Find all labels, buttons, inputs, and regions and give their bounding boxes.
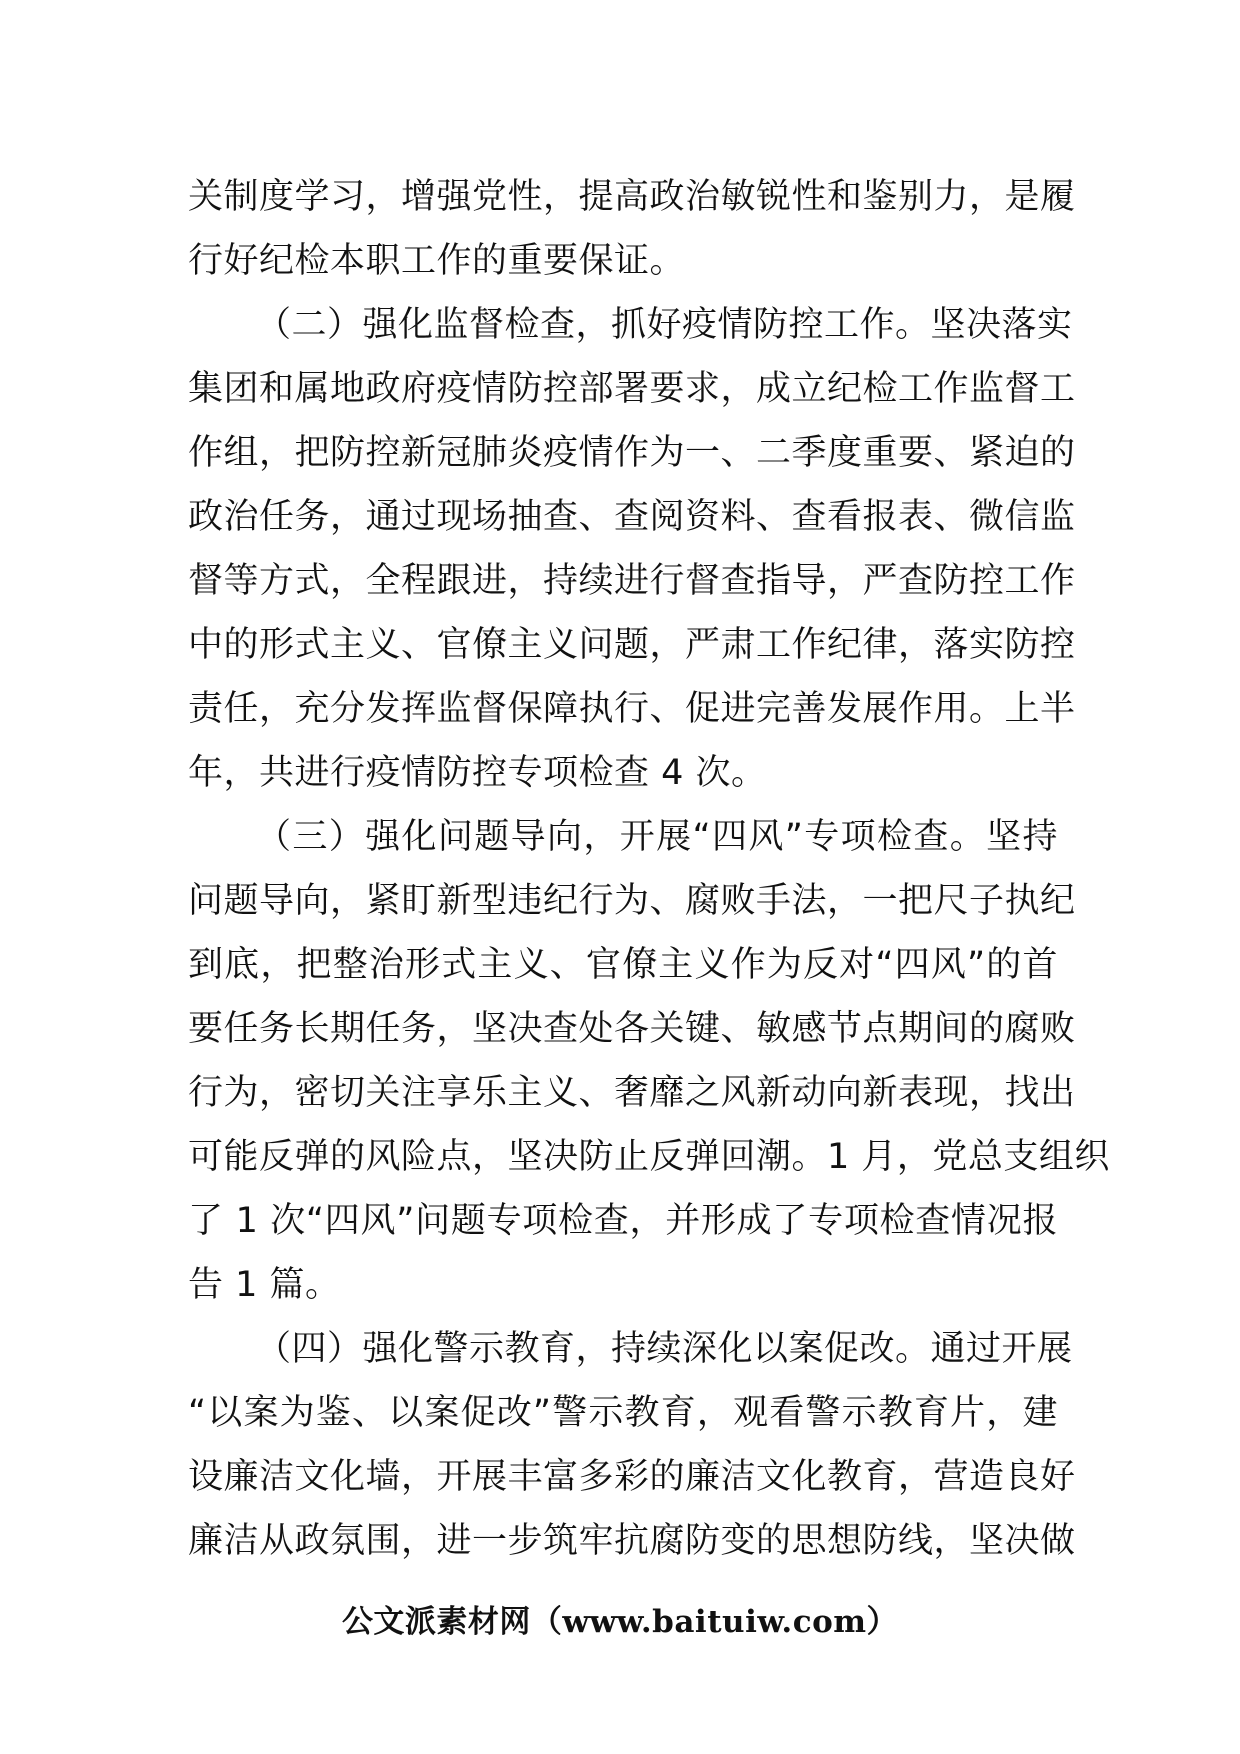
text-line: 设廉洁文化墙，开展丰富多彩的廉洁文化教育，营造良好 <box>188 1457 1076 1497</box>
text-line: 督等方式，全程跟进，持续进行督查指导，严查防控工作 <box>188 561 1076 601</box>
text-line: 政治任务，通过现场抽查、查阅资料、查看报表、微信监 <box>188 497 1076 537</box>
document-body <box>188 165 1110 1573</box>
text-line: 集团和属地政府疫情防控部署要求，成立纪检工作监督工 <box>188 369 1076 409</box>
text-line: 问题导向，紧盯新型违纪行为、腐败手法，一把尺子执纪 <box>188 881 1076 921</box>
text-line: 行为，密切关注享乐主义、奢靡之风新动向新表现，找出 <box>188 1073 1076 1113</box>
text-line: 要任务长期任务，坚决查处各关键、敏感节点期间的腐败 <box>188 1009 1076 1049</box>
text-line: “以案为鉴、以案促改”警示教育，观看警示教育片，建 <box>188 1393 1058 1433</box>
text-line: 可能反弹的风险点，坚决防止反弹回潮。1 月，党总支组织 <box>188 1137 1110 1177</box>
text-line: 行好纪检本职工作的重要保证。 <box>188 241 686 281</box>
text-line: 了 1 次“四风”问题专项检查，并形成了专项检查情况报 <box>188 1201 1058 1241</box>
text-line: 廉洁从政氛围，进一步筑牢抗腐防变的思想防线，坚决做 <box>188 1521 1076 1561</box>
footer-watermark-text: 公文派素材网（www.baituiw.com） <box>341 1604 899 1640</box>
text-line: 作组，把防控新冠肺炎疫情作为一、二季度重要、紧迫的 <box>188 433 1076 473</box>
text-line: 到底，把整治形式主义、官僚主义作为反对“四风”的首 <box>188 945 1058 985</box>
section-heading-line: （二）强化监督检查，抓好疫情防控工作。坚决落实 <box>256 305 1073 345</box>
text-line: 告 1 篇。 <box>188 1265 341 1305</box>
section-heading-line: （三）强化问题导向，开展“四风”专项检查。坚持 <box>256 817 1058 857</box>
section-heading-line: （四）强化警示教育，持续深化以案促改。通过开展 <box>256 1329 1073 1369</box>
text-line: 关制度学习，增强党性，提高政治敏锐性和鉴别力，是履 <box>188 177 1076 217</box>
text-line: 责任，充分发挥监督保障执行、促进完善发展作用。上半 <box>188 689 1076 729</box>
text-line: 年，共进行疫情防控专项检查 4 次。 <box>188 753 767 793</box>
text-line: 中的形式主义、官僚主义问题，严肃工作纪律，落实防控 <box>188 625 1076 665</box>
